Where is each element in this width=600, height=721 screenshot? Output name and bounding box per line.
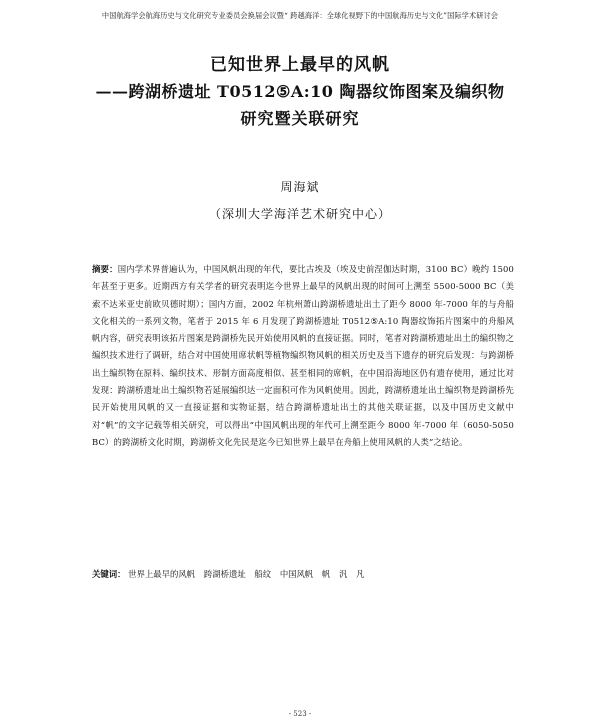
keyword-item: 汎 (339, 569, 348, 579)
title-line-3: 研究暨关联研究 (240, 109, 360, 128)
running-header: 中国航海学会航海历史与文化研究专业委员会换届会议暨“ 跨越海洋：全球化视野下的中国航海历史与文化”国际学术研讨会 (101, 11, 499, 20)
keyword-item: 凡 (356, 569, 365, 579)
title-line-1: 已知世界上最早的风帆 (210, 55, 390, 75)
title-line-2: ——跨湖桥遗址 T0512⑤A:10 陶器纹饰图案及编织物 (95, 82, 505, 101)
keyword-item: 船纹 (254, 569, 272, 579)
page-number: - 523 - (288, 710, 312, 718)
keywords-label: 关键词： (92, 569, 126, 579)
keyword-item: 世界上最早的风帆 (128, 569, 196, 579)
keyword-item: 中国风帆 (279, 569, 314, 579)
author-name: 周海斌 (280, 180, 320, 194)
abstract-text: 国内学术界普遍认为，中国风帆出现的年代，要比古埃及（埃及史前涅伽达时期，3100 BC）晚约 1500 年甚至于更多。近期西方有关学者的研究表明迄今世界上最早的风帆出现的时间可上溯至 5500-5000 BC（美索不达米亚史前欧贝德时期）；国内方面，2002 年杭州萧山跨湖桥遗址出土了距今 8000 年-7000 年的与舟船文化相关的一系列文物，笔者于 2015 年 6 月发现了跨湖桥遗址 T0512⑤A:10 陶器纹饰拓片图案中的舟船风帆内容，研究表明该拓片图案是跨湖桥先民开始使用风帆的直接证据。同时，笔者对跨湖桥遗址出土的编织物之编织技术进行了调研，结合对中国使用席状帆等植物编织物风帆的相关历史及当下遗存的研究后发现：与跨湖桥出土编织物在原料、编织技术、形制方面高度相似、甚至相同的席帆，在中国沿海地区仍有遗存使用，通过比对发现：跨湖桥遗址出土编织物若延展编织达一定面积可作为风帆使用。因此，跨湖桥遗址出土编织物是跨湖桥先民开始使用风帆的又一直接证据和实物证据，结合跨湖桥遗址出土的其他关联证据，以及中国历史文献中对“帆”的文字记载等相关研究，可以得出“中国风帆出现的年代可上溯至距今 8000 年-7000 年（6050-5050 BC）的跨湖桥文化时期，跨湖桥文化先民是迄今已知世界上最早在舟船上使用风帆的人类”之结论。 (92, 264, 514, 447)
keyword-item: 跨湖桥遗址 (203, 569, 246, 579)
author-affiliation: （深圳大学海洋艺术研究中心） (208, 207, 391, 221)
keywords (92, 566, 514, 583)
title-block (0, 52, 600, 132)
keyword-item: 帆 (321, 569, 331, 579)
abstract (92, 261, 514, 451)
abstract-label: 摘要： (92, 264, 118, 274)
